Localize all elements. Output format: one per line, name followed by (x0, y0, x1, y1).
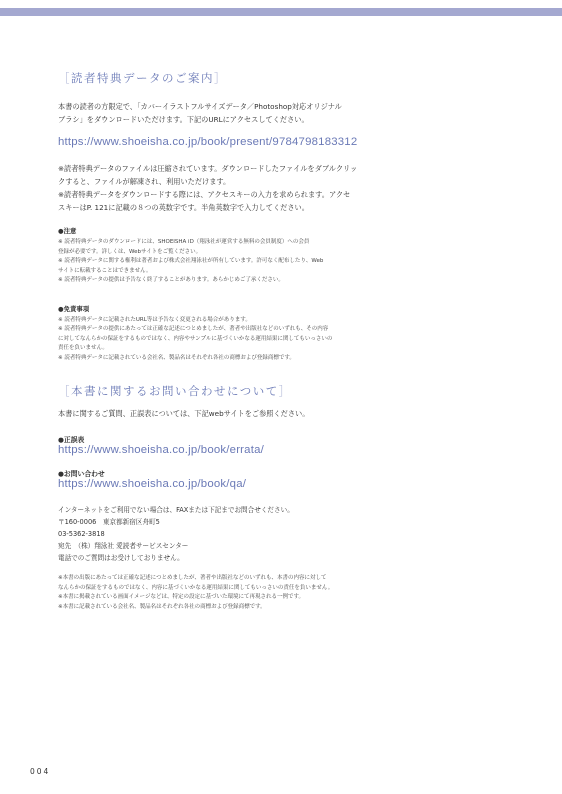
qa-link[interactable]: https://www.shoeisha.co.jp/book/qa/ (58, 478, 247, 490)
info-line: ※読者特典データのファイルは圧縮されています。ダウンロードしたファイルをダブルクリッ (58, 164, 358, 173)
qa-title: ●お問い合わせ (58, 470, 105, 478)
inquiries-intro: 本書に関するご質問、正誤表については、下記webサイトをご参照ください。 (58, 409, 310, 418)
disclaimer-line: ※ 読者特典データに記載されたURL等は予告なく変更される場合があります。 (58, 316, 251, 323)
intro-line: ブラシ」をダウンロードいただけます。下記のURLにアクセスしてください。 (58, 115, 309, 124)
contact-line: インターネットをご利用でない場合は、FAXまたは下記までお問合せください。 (58, 506, 294, 514)
caution-line: サイトに転載することはできません。 (58, 267, 152, 274)
info-line: スキーはP. 121に記載の８つの英数字です。半角英数字で入力してください。 (58, 203, 309, 212)
present-download-link[interactable]: https://www.shoeisha.co.jp/book/present/9784798183312 (58, 136, 358, 148)
notes-line: なんらかの保証をするものではなく、内容に基づくいかなる運用結果に関してもいっさいの責任を負いません。 (58, 584, 334, 591)
notes-line: ※本書に記載されている会社名、製品名はそれぞれ各社の商標および登録商標です。 (58, 603, 266, 610)
caution-line: ※ 読者特典データの提供は予告なく終了することがあります。あらかじめご了承ください。 (58, 277, 284, 283)
disclaimer-title: ●免責事項 (58, 304, 90, 313)
notes-line: ※本書の出版にあたっては正確な記述につとめましたが、著者や出版社などのいずれも、本書の内容に対して (58, 575, 327, 581)
disclaimer-line: ※ 読者特典データの提供にあたっては正確な記述につとめましたが、著者や出版社などのいずれも、その内容 (58, 326, 329, 332)
errata-link[interactable]: https://www.shoeisha.co.jp/book/errata/ (58, 444, 264, 456)
info-line: クすると、ファイルが解凍され、利用いただけます。 (58, 177, 231, 186)
caution-line: 登録が必要です。詳しくは、Webサイトをご覧ください。 (58, 248, 202, 255)
disclaimer-line: 責任を負いません。 (58, 345, 108, 351)
page-content (58, 70, 388, 612)
contact-line: 電話でのご質問はお受けしておりません。 (58, 554, 184, 562)
contact-line: 宛先 （株）翔泳社 愛読者サービスセンター (58, 542, 189, 550)
disclaimer-line: に対してなんらかの保証をするものではなく、内容やサンプルに基づくいかなる運用結果に関してもいっさいの (58, 335, 333, 342)
caution-title: ●注意 (58, 227, 77, 235)
errata-title: ●正誤表 (58, 436, 85, 444)
section-heading-inquiries: ［本書に関するお問い合わせについて］ (58, 384, 292, 398)
caution-line: ※ 読者特典データに関する権利は著者および株式会社翔泳社が所有しています。許可なく配布したり、Web (58, 258, 324, 264)
section-heading-reader-bonus: ［読者特典データのご案内］ (58, 71, 227, 85)
intro-line: 本書の読者の方限定で、「カバーイラストフルサイズデータ／Photoshop対応オリジナル (58, 102, 342, 111)
contact-line: 〒160-0006 東京都新宿区舟町5 (58, 518, 160, 526)
disclaimer-line: ※ 読者特典データに記載されている会社名、製品名はそれぞれ各社の商標および登録商標です。 (58, 354, 295, 361)
page-number: 004 (30, 767, 51, 776)
notes-line: ※本書に掲載されている画面イメージなどは、特定の設定に基づいた環境にて再現される一例です。 (58, 594, 305, 600)
top-color-band (0, 8, 562, 16)
contact-line: 03-5362-3818 (58, 530, 105, 538)
info-line: ※読者特典データをダウンロードする際には、アクセスキーの入力を求められます。アクセ (58, 190, 351, 199)
caution-line: ※ 読者特典データのダウンロードには、SHOEISHA iD（翔泳社が運営する無料の会員制度）への会員 (58, 239, 310, 245)
